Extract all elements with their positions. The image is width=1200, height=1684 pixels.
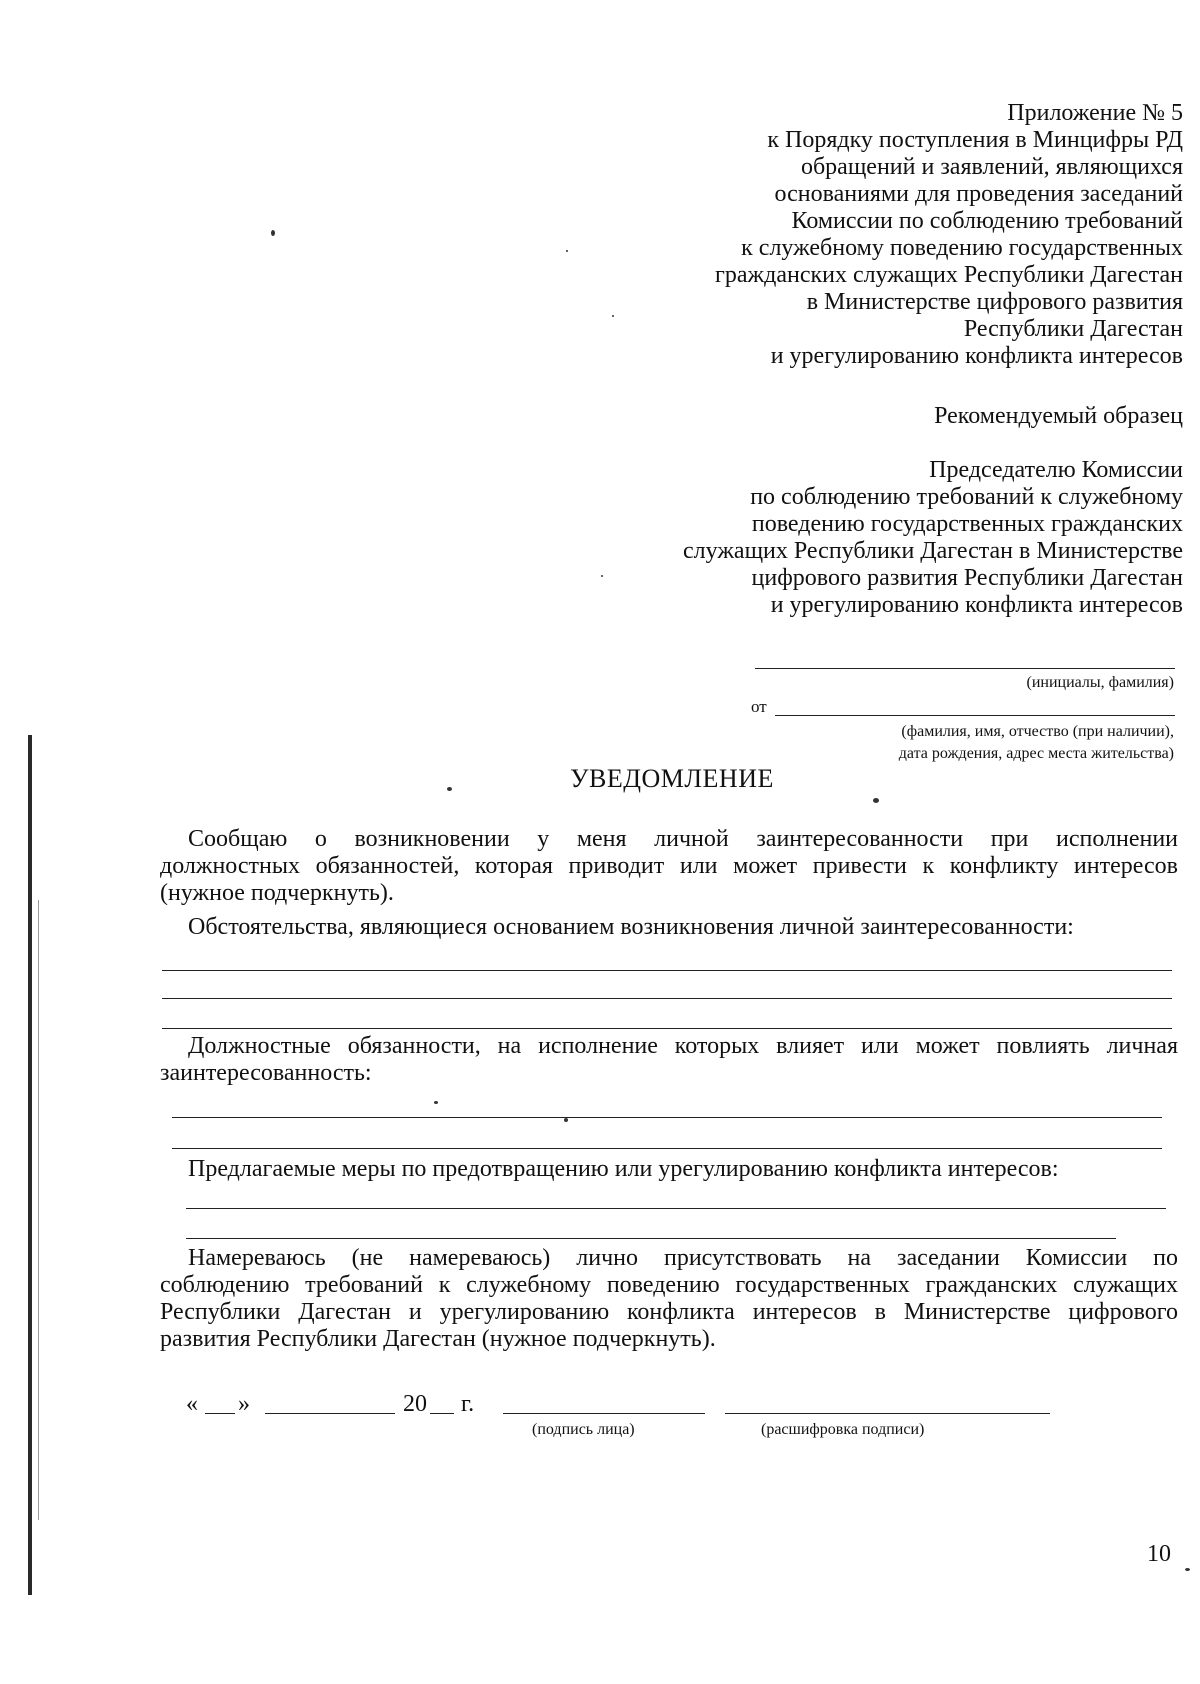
- duties-field-line[interactable]: [172, 1148, 1162, 1149]
- scan-speck: [434, 1101, 438, 1104]
- paragraph-conflict-notice: [160, 826, 1178, 907]
- appendix-line: основаниями для проведения заседаний: [774, 181, 1183, 207]
- paragraph-line: Должностные обязанности, на исполнение которых влияет или может повлиять личная: [188, 1033, 1178, 1059]
- scan-speck: [873, 798, 879, 803]
- addressee-line: служащих Республики Дагестан в Министерстве: [683, 538, 1183, 564]
- appendix-line: в Министерстве цифрового развития: [806, 289, 1183, 315]
- paragraph-text: заинтересованность:: [160, 1060, 372, 1086]
- paragraph-line: Намереваюсь (не намереваюсь) лично присутствовать на заседании Комиссии по: [188, 1245, 1178, 1271]
- date-day-field[interactable]: [205, 1413, 235, 1414]
- paragraph-attendance: [160, 1245, 1178, 1353]
- appendix-line: обращений и заявлений, являющихся: [800, 154, 1183, 180]
- appendix-line: и урегулированию конфликта интересов: [770, 343, 1183, 369]
- duties-field-line[interactable]: [172, 1117, 1162, 1118]
- appendix-line: Республики Дагестан: [963, 316, 1183, 342]
- appendix-header: [715, 100, 1183, 370]
- appendix-line: к Порядку поступления в Минцифры РД: [767, 127, 1183, 153]
- signature-field-line[interactable]: [503, 1413, 705, 1414]
- paragraph-duties: [160, 1033, 1178, 1087]
- measures-label: Предлагаемые меры по предотвращению или урегулированию конфликта интересов:: [188, 1156, 1059, 1182]
- circumstances-field-line[interactable]: [162, 998, 1172, 999]
- date-month-field[interactable]: [265, 1413, 395, 1414]
- circumstances-field-line[interactable]: [162, 1028, 1172, 1029]
- decoding-caption: (расшифровка подписи): [761, 1421, 925, 1438]
- scan-speck: [271, 230, 275, 236]
- date-quote-close: »: [238, 1391, 250, 1417]
- addressee-block: [683, 457, 1183, 619]
- from-label: от: [751, 697, 767, 716]
- scan-speck: [566, 250, 568, 252]
- addressee-line: и урегулированию конфликта интересов: [770, 592, 1183, 618]
- paragraph-text: должностных обязанностей, которая приводит или может привести к конфликту интересов (нужное подчеркнуть).: [160, 853, 1178, 906]
- date-quote-open: «: [186, 1391, 198, 1417]
- scan-speck: [1185, 1568, 1190, 1571]
- paragraph-line: Сообщаю о возникновении у меня личной заинтересованности при исполнении: [188, 826, 1178, 852]
- appendix-line: к служебному поведению государственных: [741, 235, 1183, 261]
- addressee-line: Председателю Комиссии: [929, 457, 1183, 483]
- appendix-line: Приложение № 5: [1007, 100, 1183, 126]
- document-title: УВЕДОМЛЕНИЕ: [570, 764, 774, 793]
- page-number: 10: [1147, 1541, 1171, 1567]
- scan-speck: [601, 575, 603, 577]
- signature-caption: (подпись лица): [532, 1421, 635, 1438]
- date-year-field[interactable]: [430, 1413, 454, 1414]
- scan-speck: [447, 787, 452, 791]
- paragraph-text: соблюдению требований к служебному поведению государственных гражданских служащих Республики Дагестан и урегулированию конфликта интересов в Министерстве цифрового развития Республики Дагестан (нужное подчеркнуть).: [160, 1272, 1178, 1352]
- addressee-line: по соблюдению требований к служебному: [750, 484, 1183, 510]
- signature-decoding-field-line[interactable]: [725, 1413, 1050, 1414]
- from-caption: (фамилия, имя, отчество (при наличии),: [901, 723, 1174, 740]
- appendix-line: Комиссии по соблюдению требований: [791, 208, 1183, 234]
- from-caption: дата рождения, адрес места жительства): [898, 745, 1174, 762]
- scan-edge-mark: [38, 900, 39, 1520]
- date-year-suffix: г.: [461, 1391, 475, 1417]
- initials-field-line[interactable]: [755, 668, 1175, 669]
- addressee-line: поведению государственных гражданских: [751, 511, 1183, 537]
- addressee-line: цифрового развития Республики Дагестан: [751, 565, 1183, 591]
- scan-speck: [612, 315, 614, 317]
- appendix-line: гражданских служащих Республики Дагестан: [715, 262, 1183, 288]
- date-year-prefix: 20: [403, 1391, 427, 1417]
- scan-edge-mark: [28, 735, 32, 1595]
- circumstances-field-line[interactable]: [162, 970, 1172, 971]
- measures-field-line[interactable]: [186, 1238, 1116, 1239]
- measures-field-line[interactable]: [186, 1208, 1166, 1209]
- from-field-line[interactable]: [775, 715, 1175, 716]
- circumstances-label: Обстоятельства, являющиеся основанием возникновения личной заинтересованности:: [188, 914, 1074, 940]
- sample-label: Рекомендуемый образец: [934, 403, 1183, 429]
- initials-caption: (инициалы, фамилия): [1026, 674, 1174, 691]
- scan-speck: [564, 1118, 568, 1122]
